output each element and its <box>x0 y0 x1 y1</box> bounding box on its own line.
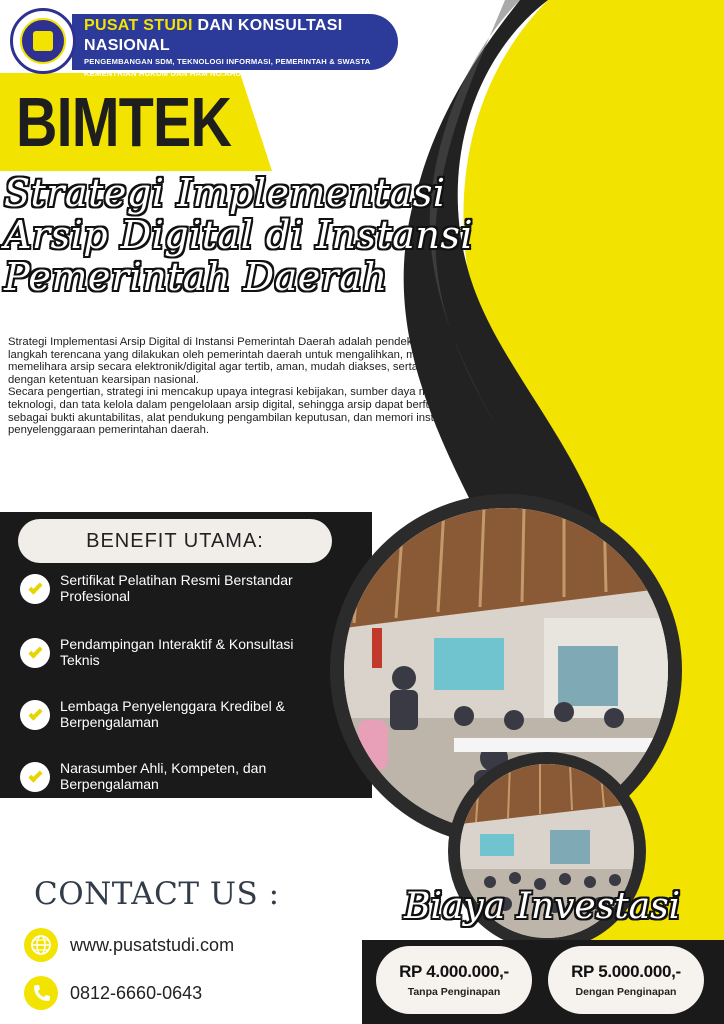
check-circle-icon <box>20 700 50 730</box>
title-line-1: Strategi Implementasi <box>4 171 446 215</box>
contact-website[interactable] <box>24 928 234 962</box>
organization-subtitle: PENGEMBANGAN SDM, TEKNOLOGI INFORMASI, PEMERINTAH & SWASTA <box>84 57 371 66</box>
event-description <box>8 336 494 437</box>
description-paragraph-2: Secara pengertian, strategi ini mencakup upaya integrasi kebijakan, sumber daya manusia, teknologi, dan tata kelola dalam pengelolaan arsip digital, sehingga arsip dapat berfungsi sebagai bukti akuntabilitas, alat pendukung pengambilan keputusan, dan memori institusi dalam penyelenggaraan pemerintahan daerah. <box>8 386 488 437</box>
organization-registration: KEMENTRIAN HUKUM DAN HAM NO.AHU-0050406.01.01 TAHUN 2023 <box>84 69 347 78</box>
benefit-heading: BENEFIT UTAMA: <box>18 519 332 563</box>
phone-icon <box>24 976 58 1010</box>
bimtek-badge: BIMTEK <box>16 83 232 161</box>
price-label: Dengan Penginapan <box>575 986 677 998</box>
check-circle-icon <box>20 762 50 792</box>
title-line-2: Arsip Digital di Instansi <box>4 213 474 257</box>
benefit-item: Sertifikat Pelatihan Resmi Berstandar Profesional <box>20 572 330 604</box>
price-amount: RP 4.000.000,- <box>399 962 509 981</box>
phone-number[interactable]: 0812-6660-0643 <box>70 982 203 1003</box>
benefit-item: Narasumber Ahli, Kompeten, dan Berpengalaman <box>20 760 330 792</box>
institution-seal-icon <box>20 18 66 64</box>
pricing-heading: Biaya Investasi <box>404 886 681 927</box>
website-link[interactable]: www.pusatstudi.com <box>70 934 235 955</box>
description-paragraph-1: Strategi Implementasi Arsip Digital di Instansi Pemerintah Daerah adalah pendekatan dan langkah terencana yang dilakukan oleh pemerintah daerah untuk mengalihkan, mengelola, dan memelihara arsip secara elektronik/digital agar tertib, aman, mudah diakses, serta sesuai dengan ketentuan kearsipan nasional. <box>8 336 484 386</box>
title-line-3: Pemerintah Daerah <box>4 255 388 299</box>
price-amount: RP 5.000.000,- <box>571 962 681 981</box>
contact-phone[interactable] <box>24 976 202 1010</box>
check-circle-icon <box>20 574 50 604</box>
contact-heading: CONTACT US : <box>34 876 280 912</box>
event-title <box>4 172 474 298</box>
benefit-item: Lembaga Penyelenggara Kredibel & Berpengalaman <box>20 698 330 730</box>
organization-logo <box>10 8 76 74</box>
price-label: Tanpa Penginapan <box>407 986 501 998</box>
organization-banner <box>72 14 398 78</box>
globe-icon <box>24 928 58 962</box>
benefit-item: Pendampingan Interaktif & Konsultasi Teknis <box>20 636 330 668</box>
organization-name: PUSAT STUDI DAN KONSULTASI NASIONAL <box>84 17 343 54</box>
check-circle-icon <box>20 638 50 668</box>
price-option-dengan-penginapan <box>548 946 704 1014</box>
price-option-tanpa-penginapan <box>376 946 532 1014</box>
